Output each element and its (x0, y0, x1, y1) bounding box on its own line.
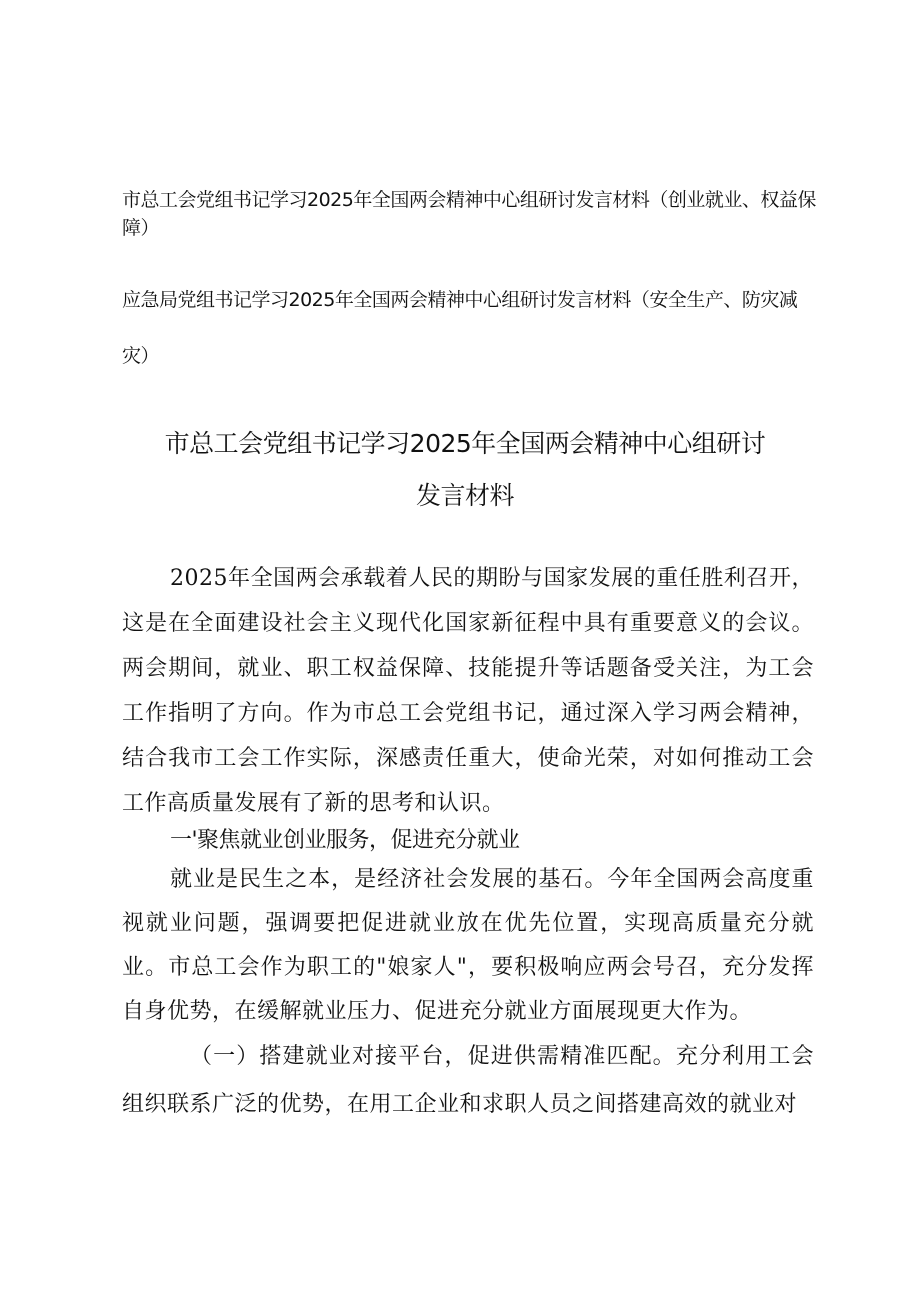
intro-paragraph: 2025年全国两会承载着人民的期盼与国家发展的重任胜利召开，这是在全面建设社会主义现代化国家新征程中具有重要意义的会议。两会期间，就业、职工权益保障、技能提升等话题备受关注，为工会工作指明了方向。作为市总工会党组书记，通过深入学习两会精神，结合我市工会工作实际，深感责任重大，使命光荣，对如何推动工会工作高质量发展有了新的思考和认识。 (122, 566, 814, 816)
document-title-line1: 市总工会党组书记学习2025年全国两会精神中心组研讨 (164, 429, 766, 458)
document-title (120, 418, 810, 522)
section-paragraph: 就业是民生之本，是经济社会发展的基石。今年全国两会高度重视就业问题，强调要把促进就业放在优先位置，实现高质量充分就业。市总工会作为职工的"娘家人"，要积极响应两会号召，充分发挥自身优势，在缓解就业压力、促进充分就业方面展现更大作为。 (122, 867, 814, 1024)
toc-entry-emergency: 应急局党组书记学习2025年全国两会精神中心组研讨发言材料（安全生产、防灾减灾） (122, 289, 798, 367)
document-title-line2: 发言材料 (415, 481, 514, 510)
subsection-paragraph: （一）搭建就业对接平台，促进供需精准匹配。充分利用工会组织联系广泛的优势，在用工企业和求职人员之间搭建高效的就业对 (122, 1044, 814, 1117)
section-heading: 一'聚焦就业创业服务，促进充分就业 (170, 828, 520, 853)
toc-entry-union: 市总工会党组书记学习2025年全国两会精神中心组研讨发言材料（创业就业、权益保障） (122, 189, 816, 239)
